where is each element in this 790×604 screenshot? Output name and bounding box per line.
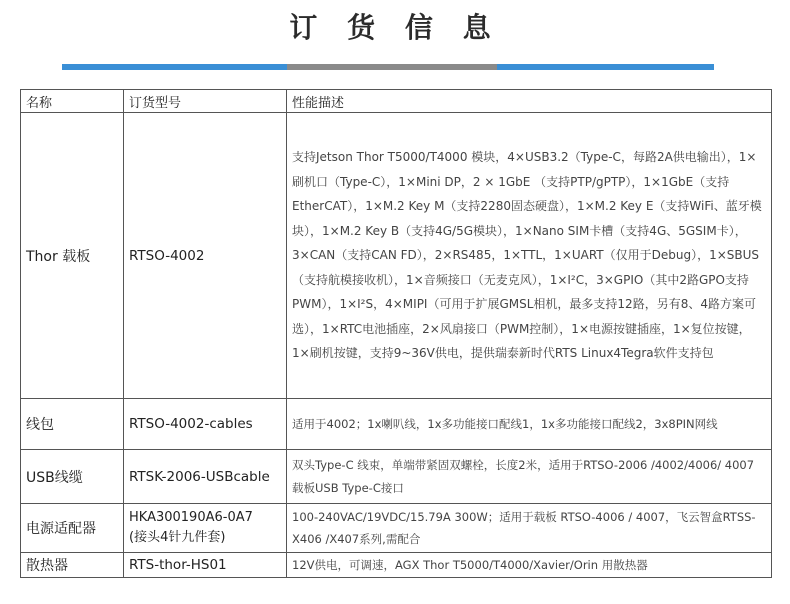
row-model: RTSK-2006-USBcable	[124, 450, 287, 504]
ordering-table	[20, 89, 772, 578]
row-model: RTSO-4002-cables	[124, 399, 287, 450]
header-name: 名称	[21, 90, 124, 113]
table-row	[21, 450, 772, 504]
row-name: USB线缆	[21, 450, 124, 504]
table-row	[21, 399, 772, 450]
row-description: 支持Jetson Thor T5000/T4000 模块，4×USB3.2（Type-C，每路2A供电输出），1×刷机口（Type-C），1×Mini DP，2 × 1GbE （支持PTP/gPTP），1×1GbE（支持EtherCAT），1×M.2 Key M（支持2280固态硬盘），1×M.2 Key E（支持WiFi、蓝牙模块），1×M.2 Key B（支持4G/5G模块），1×Nano SIM卡槽（支持4G、5GSIM卡），3×CAN（支持CAN FD），2×RS485，1×TTL，1×UART（仅用于Debug），1×SBUS（支持航模接收机），1×音频接口（无麦克风），1×I²C，3×GPIO（其中2路GPO支持PWM），1×I²S，4×MIPI（可用于扩展GMSL相机，最多支持12路，另有8、4路方案可选），1×RTC电池插座，2×风扇接口（PWM控制），1×电源按键插座，1×复位按键，1×刷机按键，支持9~36V供电，提供瑞泰新时代RTS Linux4Tegra软件支持包	[287, 113, 772, 399]
row-model: RTS-thor-HS01	[124, 553, 287, 578]
row-description: 双头Type-C 线束，单端带紧固双螺栓，长度2米，适用于RTSO-2006 /4002/4006/ 4007 载板USB Type-C接口	[287, 450, 772, 504]
underline-segment-left	[62, 64, 287, 70]
row-name: 散热器	[21, 553, 124, 578]
row-model: RTSO-4002	[124, 113, 287, 399]
row-model	[124, 504, 287, 553]
title-underline	[62, 64, 714, 70]
header-description: 性能描述	[287, 90, 772, 113]
row-name: Thor 载板	[21, 113, 124, 399]
row-description: 适用于4002；1x喇叭线，1x多功能接口配线1，1x多功能接口配线2，3x8PIN网线	[287, 399, 772, 450]
underline-segment-middle	[287, 64, 497, 70]
page-title: 订 货 信 息	[289, 11, 501, 44]
row-description: 12V供电，可调速，AGX Thor T5000/T4000/Xavier/Orin 用散热器	[287, 553, 772, 578]
underline-segment-right	[497, 64, 714, 70]
row-model-line2: (接头4针九件套)	[129, 530, 226, 545]
row-model-line1: HKA300190A6-0A7	[129, 510, 253, 525]
table-row	[21, 553, 772, 578]
table-row	[21, 113, 772, 399]
table-row	[21, 504, 772, 553]
header-model: 订货型号	[124, 90, 287, 113]
row-description: 100-240VAC/19VDC/15.79A 300W；适用于载板 RTSO-4006 / 4007，飞云智盒RTSS- X406 /X407系列,需配合	[287, 504, 772, 553]
row-name: 电源适配器	[21, 504, 124, 553]
table-header-row	[21, 90, 772, 113]
row-name: 线包	[21, 399, 124, 450]
